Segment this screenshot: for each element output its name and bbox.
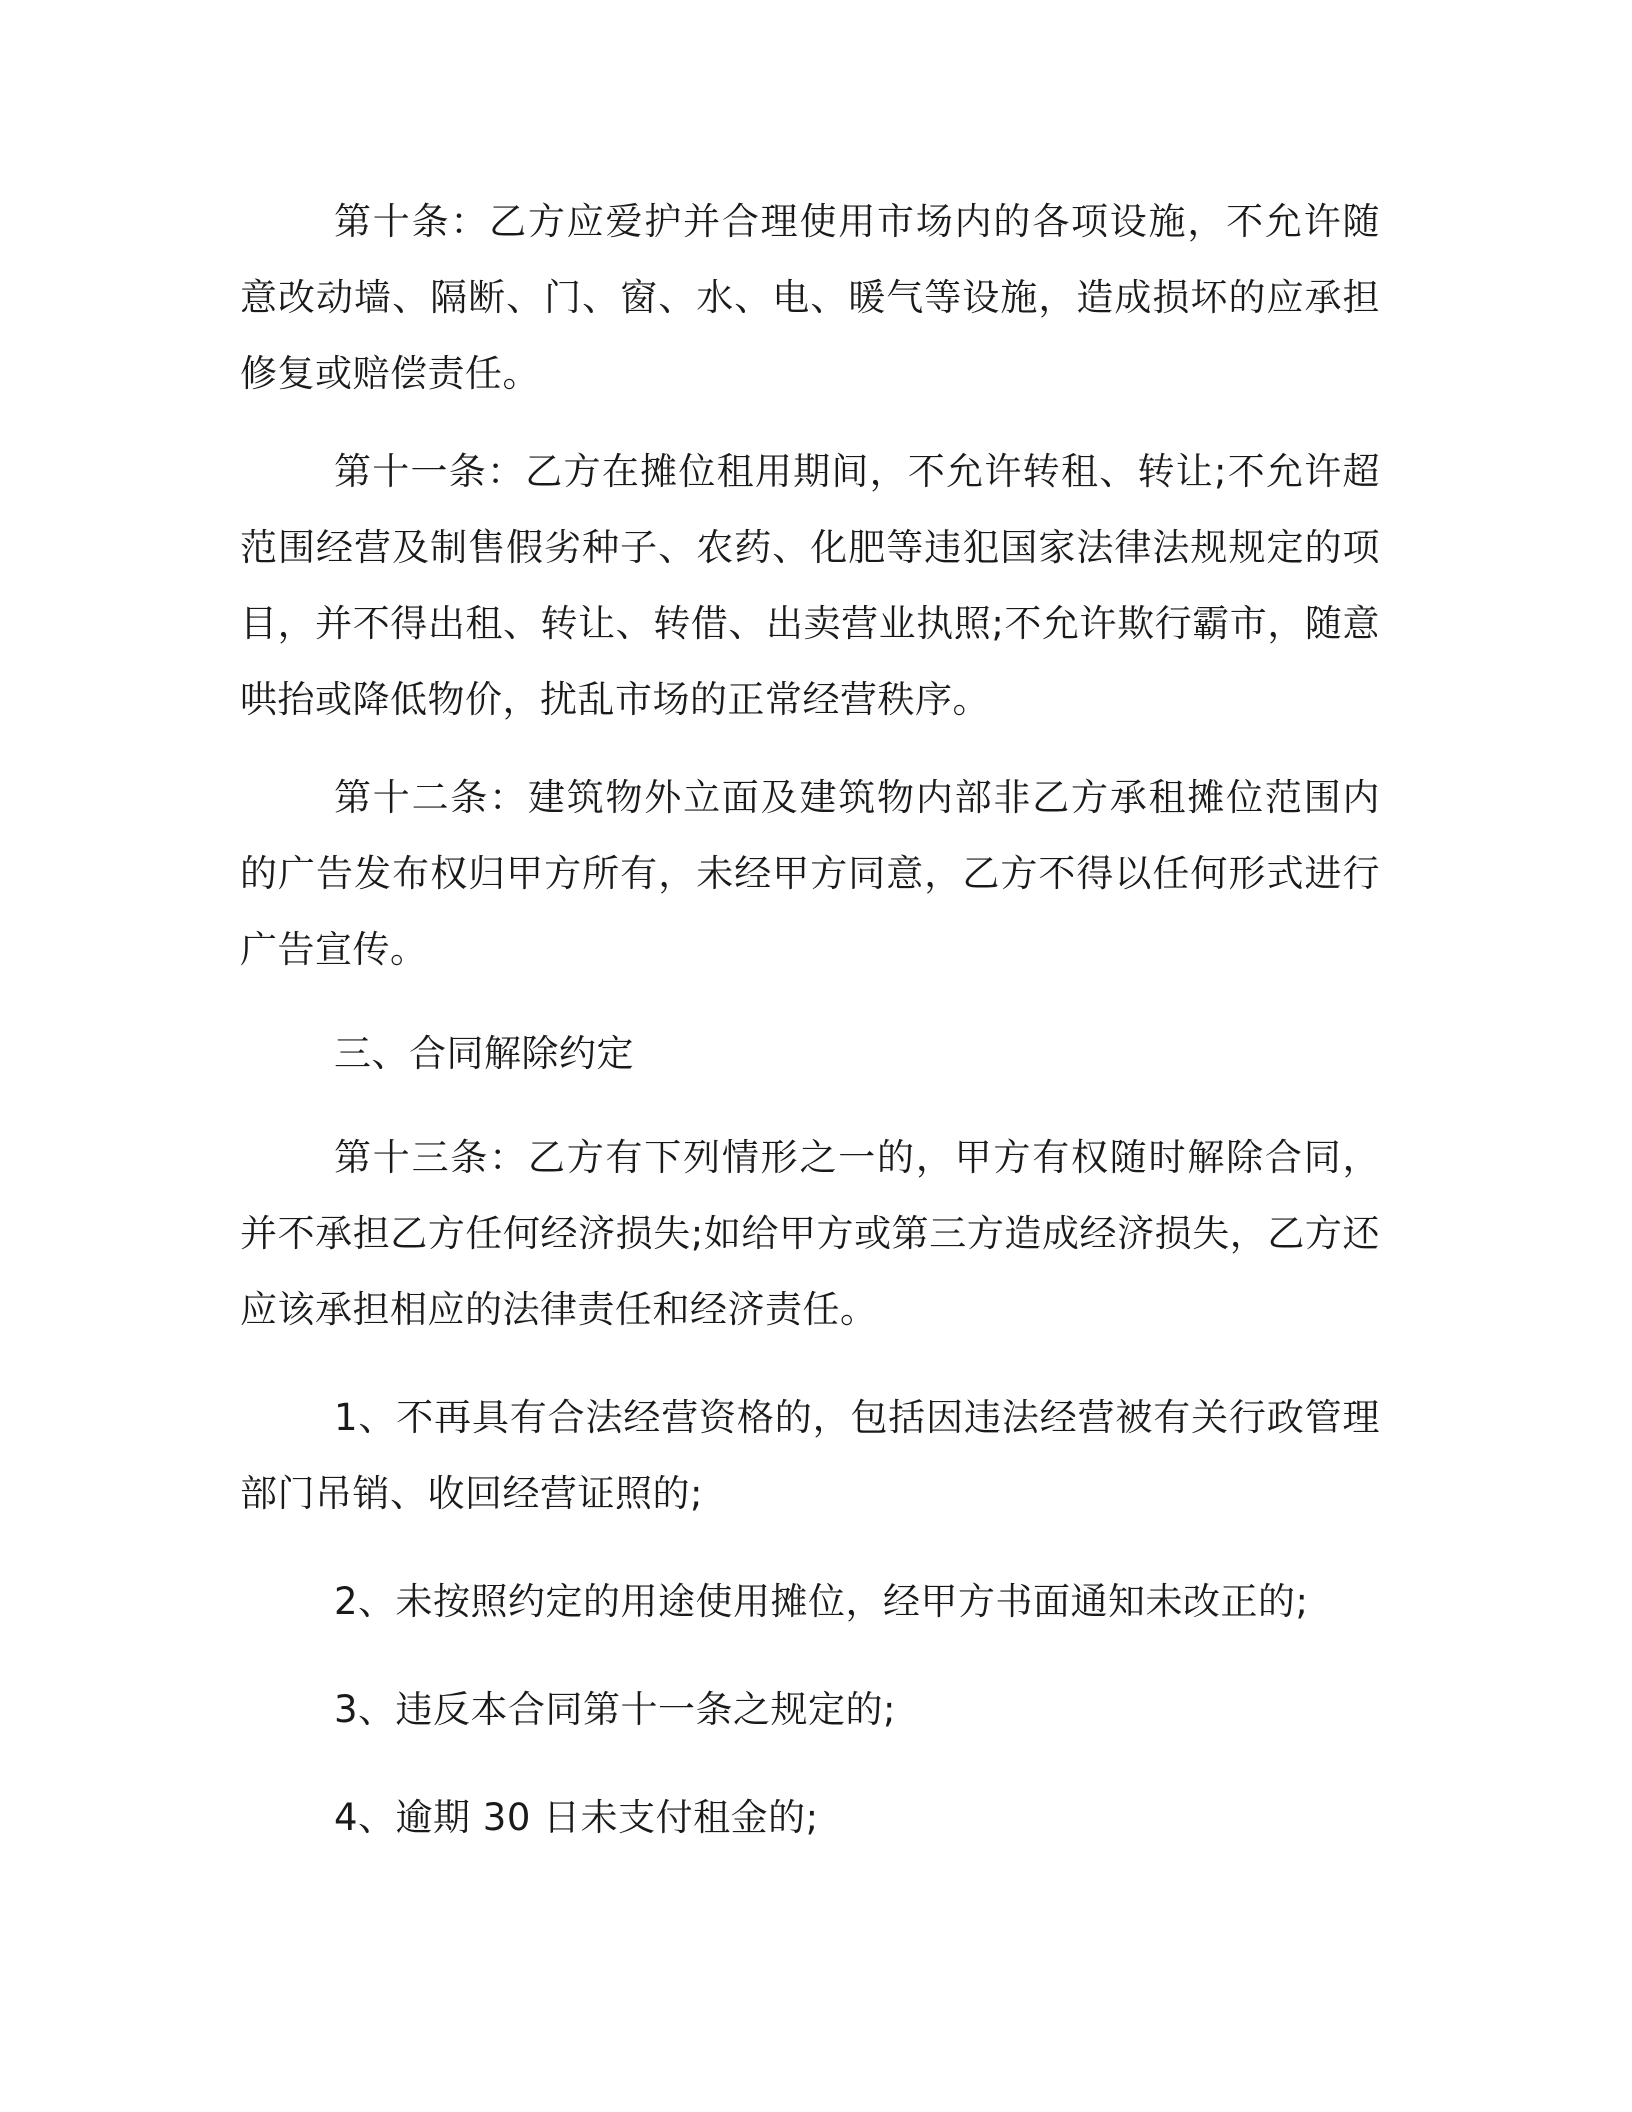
article-12-paragraph: 第十二条：建筑物外立面及建筑物内部非乙方承租摊位范围内的广告发布权归甲方所有，未经甲方同意，乙方不得以任何形式进行广告宣传。 xyxy=(240,776,1380,971)
list-item-2: 2、未按照约定的用途使用摊位，经甲方书面通知未改正的; xyxy=(334,1580,1309,1623)
article-11-paragraph: 第十一条：乙方在摊位租用期间，不允许转租、转让;不允许超范围经营及制售假劣种子、农药、化肥等违犯国家法律法规规定的项目，并不得出租、转让、转借、出卖营业执照;不允许欺行霸市，随意哄抬或降低物价，扰乱市场的正常经营秩序。 xyxy=(240,450,1380,721)
article-10-paragraph: 第十条：乙方应爱护并合理使用市场内的各项设施，不允许随意改动墙、隔断、门、窗、水、电、暖气等设施，造成损坏的应承担修复或赔偿责任。 xyxy=(240,200,1380,395)
list-item-3: 3、违反本合同第十一条之规定的; xyxy=(334,1688,897,1731)
list-item-1: 1、不再具有合法经营资格的，包括因违法经营被有关行政管理部门吊销、收回经营证照的; xyxy=(240,1396,1380,1515)
section-heading-contract-termination: 三、合同解除约定 xyxy=(334,1032,634,1075)
article-13-paragraph: 第十三条：乙方有下列情形之一的，甲方有权随时解除合同，并不承担乙方任何经济损失;如给甲方或第三方造成经济损失，乙方还应该承担相应的法律责任和经济责任。 xyxy=(240,1136,1380,1331)
list-item-4: 4、逾期 30 日未支付租金的; xyxy=(334,1796,819,1839)
document-body xyxy=(240,184,1380,1856)
